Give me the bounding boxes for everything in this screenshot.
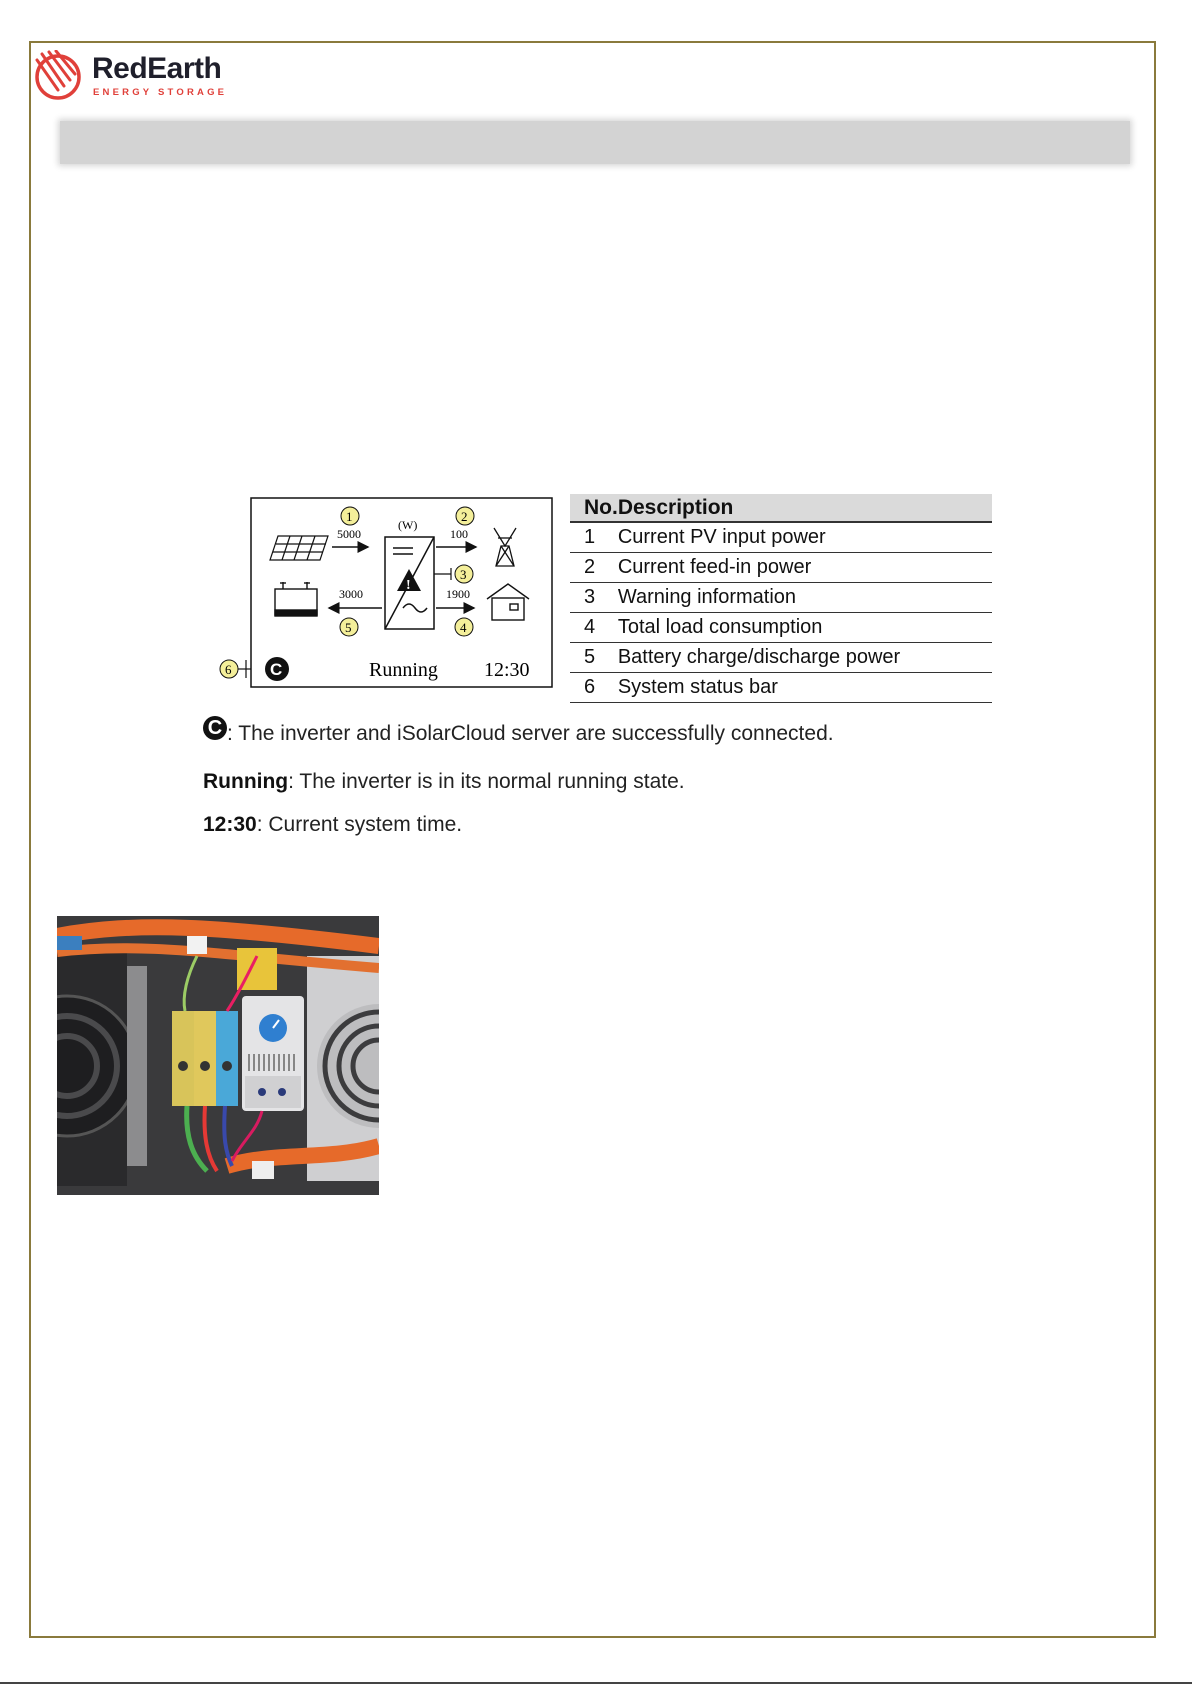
callout-5: 5 <box>345 620 352 635</box>
row-no: 5 <box>570 643 618 673</box>
table-row <box>570 553 992 583</box>
table-row <box>570 643 992 673</box>
load-value: 1900 <box>446 587 470 601</box>
table-row <box>570 583 992 613</box>
brand-logo <box>34 50 234 102</box>
section-title-bar <box>60 121 1130 164</box>
connected-status-icon: C <box>270 660 283 679</box>
terminal-block <box>172 1011 238 1106</box>
brand-tagline: ENERGY STORAGE <box>93 87 228 98</box>
callout-1: 1 <box>346 509 353 524</box>
row-desc: Total load consumption <box>618 613 992 643</box>
status-time-text: 12:30 <box>484 659 530 681</box>
feed-in-value: 100 <box>450 527 468 541</box>
table-row <box>570 613 992 643</box>
page-bottom-edge <box>0 1682 1192 1684</box>
thermostat-icon <box>242 996 304 1111</box>
inverter-display-diagram <box>210 494 555 690</box>
note-time <box>203 813 462 837</box>
battery-value: 3000 <box>339 587 363 601</box>
row-no: 1 <box>570 522 618 553</box>
row-no: 4 <box>570 613 618 643</box>
connected-symbol-icon: C <box>203 716 227 740</box>
brand-name: RedEarth <box>92 52 222 85</box>
thermostat-wiring-photo <box>57 916 379 1195</box>
brand-mark-icon <box>34 50 88 100</box>
row-desc: Battery charge/discharge power <box>618 643 992 673</box>
header-description: Description <box>618 494 992 522</box>
note-time-label: 12:30 <box>203 813 257 836</box>
status-running-text: Running <box>369 659 438 681</box>
table-header-row <box>570 494 992 522</box>
display-description-table <box>570 494 992 703</box>
note-running-text: : The inverter is in its normal running state. <box>288 770 685 793</box>
callout-6: 6 <box>225 662 232 677</box>
row-desc: Current feed-in power <box>618 553 992 583</box>
callout-3: 3 <box>460 567 467 582</box>
note-running-label: Running <box>203 770 289 793</box>
row-desc: Current PV input power <box>618 522 992 553</box>
table-row <box>570 673 992 703</box>
header-no: No. <box>570 494 618 522</box>
page-frame <box>29 41 1156 1638</box>
note-time-text: : Current system time. <box>256 813 463 836</box>
note-connected <box>203 717 834 746</box>
row-desc: System status bar <box>618 673 992 703</box>
row-desc: Warning information <box>618 583 992 613</box>
pv-power-value: 5000 <box>337 527 361 541</box>
note-connected-text: : The inverter and iSolarCloud server are successfully connected. <box>227 722 834 745</box>
callout-4: 4 <box>460 620 467 635</box>
row-no: 3 <box>570 583 618 613</box>
left-fan-icon <box>57 946 147 1186</box>
row-no: 6 <box>570 673 618 703</box>
callout-2: 2 <box>461 509 468 524</box>
svg-text:!: ! <box>406 578 411 593</box>
table-row <box>570 522 992 553</box>
row-no: 2 <box>570 553 618 583</box>
unit-label: (W) <box>398 518 418 532</box>
note-running <box>203 770 685 794</box>
